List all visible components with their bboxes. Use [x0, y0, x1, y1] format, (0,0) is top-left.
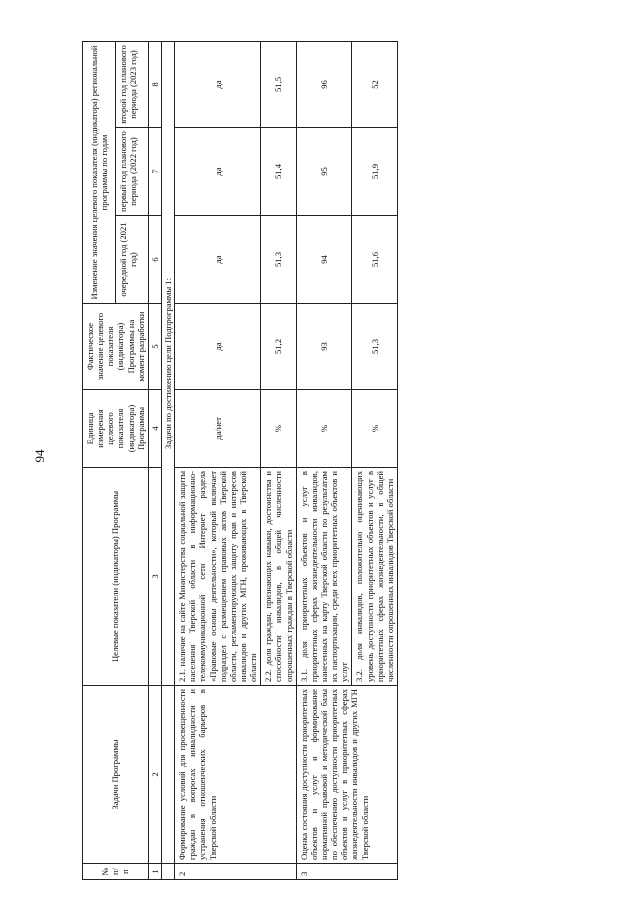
header-2023: второй год планового периода (2023 год): [115, 41, 148, 127]
indicator-2023: 52: [352, 41, 398, 127]
indicator-fact: 51,3: [352, 304, 398, 390]
table-row: [296, 41, 352, 879]
indicator-unit: %: [352, 390, 398, 468]
table-row: [175, 41, 261, 879]
indicator-2023: 51,5: [261, 41, 296, 127]
indicator-text: 3.1. доля приоритетных объектов и услуг в приоритетных сферах жизнедеятельности инвалидов, нанесенных на карту Тверской области по результатам их паспортизации, среди всех приоритетных объектов и услуг: [296, 468, 352, 686]
indicators-table: [82, 41, 398, 880]
indicator-2023: 96: [296, 41, 352, 127]
header-unit: Единица измерения целевого показателя (индикатора) Программы: [83, 390, 149, 468]
rotated-table-container: [82, 42, 592, 880]
section-row: [161, 41, 174, 879]
col-number: 4: [148, 390, 161, 468]
indicator-2021: 94: [296, 216, 352, 304]
indicator-2021: 51,6: [352, 216, 398, 304]
indicator-text: 3.2. доля инвалидов, положительно оценивающих уровень доступности приоритетных объектов и услуг в приоритетных сферах жизнедеятельности, в общей численности опрошенных инвалидов Тверской области: [352, 468, 398, 686]
header-row-1: [83, 41, 116, 879]
row-number: 2: [175, 864, 297, 880]
col-number: 6: [148, 216, 161, 304]
indicator-2022: 95: [296, 128, 352, 216]
indicator-2023: да: [175, 41, 261, 127]
indicator-text: 2.2. доля граждан, признающих навыки, достоинства и способности инвалидов, в общей численности опрошенных граждан в Тверской области: [261, 468, 296, 686]
col-number: 2: [148, 686, 161, 864]
indicator-2021: да: [175, 216, 261, 304]
task-text: Формирование условий для просвещенности граждан в вопросах инвалидности и устранения отношенческих барьеров в Тверской области: [175, 686, 297, 864]
col-number: 8: [148, 41, 161, 127]
indicator-2021: 51,3: [261, 216, 296, 304]
indicator-unit: %: [261, 390, 296, 468]
page-number: 94: [32, 449, 47, 463]
indicator-fact: 93: [296, 304, 352, 390]
column-number-row: [148, 41, 161, 879]
header-fact: Фактическое значение целевого показателя (индикатора) Программы на момент разработки: [83, 304, 149, 390]
indicator-2022: да: [175, 128, 261, 216]
col-number: 1: [148, 864, 161, 880]
indicator-2022: 51,9: [352, 128, 398, 216]
indicator-2022: 51,4: [261, 128, 296, 216]
col-number: 7: [148, 128, 161, 216]
row-number: 3: [296, 864, 397, 880]
header-num: № п/п: [83, 864, 149, 880]
indicator-fact: 51,2: [261, 304, 296, 390]
section-title: Задачи по достижению цели Подпрограммы 1:: [161, 41, 174, 685]
header-2022: первый год планового периода (2022 год): [115, 128, 148, 216]
indicator-unit: %: [296, 390, 352, 468]
indicator-text: 2.1. наличие на сайте Министерства социальной защиты населения Тверской области в информационно-телекоммуникационной сети Интернет раздела «Правовые основы деятельности», который включает подраздел с размещением правовых актов Тверской области, регламентирующих защиту прав и интересов инвалидов и других МГН, проживающих в Тверской области: [175, 468, 261, 686]
task-text: Оценка состояния доступности приоритетных объектов и услуг и формирование нормативной правовой и методической базы по обеспечению доступности приоритетных объектов и услуг в приоритетных сферах жизнедеятельности инвалидов и других МГН Тверской области: [296, 686, 397, 864]
col-number: 3: [148, 468, 161, 686]
header-2021: очередной год (2021 год): [115, 216, 148, 304]
col-number: 5: [148, 304, 161, 390]
header-indicators: Целевые показатели (индикаторы) Программы: [83, 468, 149, 686]
indicator-fact: да: [175, 304, 261, 390]
indicator-unit: да/нет: [175, 390, 261, 468]
header-years-group: Изменение значения целевого показателя (индикатора) региональной программы по годам: [83, 41, 116, 303]
header-tasks: Задачи Программы: [83, 686, 149, 864]
